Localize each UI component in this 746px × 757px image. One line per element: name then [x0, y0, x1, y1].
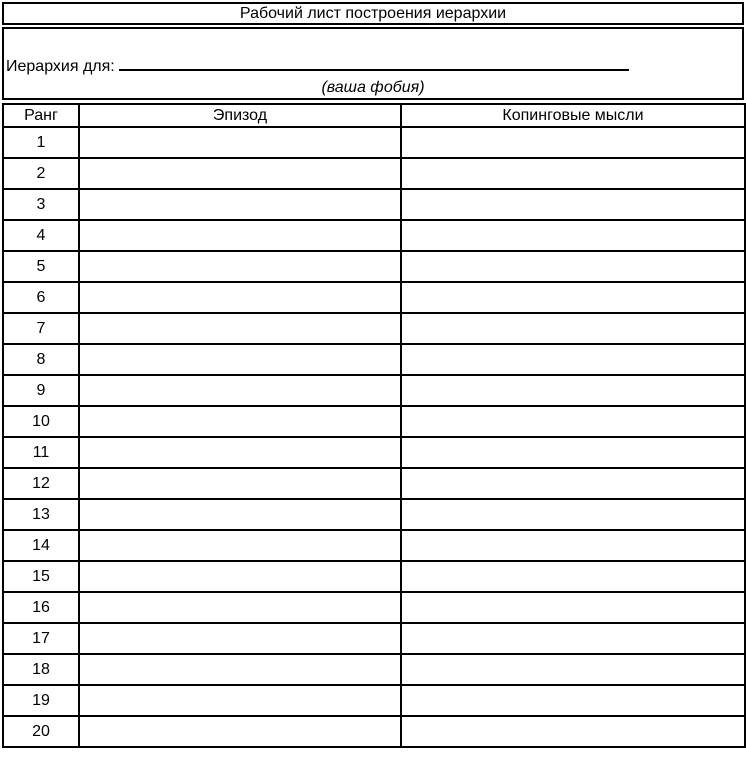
episode-cell[interactable] [79, 592, 401, 623]
rank-cell: 3 [3, 189, 79, 220]
coping-cell[interactable] [401, 127, 745, 158]
table-row [3, 499, 745, 530]
coping-cell[interactable] [401, 623, 745, 654]
coping-cell[interactable] [401, 375, 745, 406]
episode-cell[interactable] [79, 623, 401, 654]
page-title: Рабочий лист построения иерархии [239, 4, 507, 22]
table-row [3, 437, 745, 468]
episode-cell[interactable] [79, 468, 401, 499]
episode-cell[interactable] [79, 313, 401, 344]
table-row [3, 685, 745, 716]
rank-cell: 4 [3, 220, 79, 251]
rank-cell: 8 [3, 344, 79, 375]
col-header-coping: Копинговые мысли [401, 104, 745, 127]
hierarchy-for-line [6, 55, 740, 76]
intro-section [2, 27, 744, 100]
coping-cell[interactable] [401, 251, 745, 282]
coping-cell[interactable] [401, 654, 745, 685]
coping-cell[interactable] [401, 592, 745, 623]
coping-cell[interactable] [401, 344, 745, 375]
rank-cell: 2 [3, 158, 79, 189]
episode-cell[interactable] [79, 127, 401, 158]
table-row [3, 592, 745, 623]
rank-cell: 16 [3, 592, 79, 623]
rank-cell: 5 [3, 251, 79, 282]
coping-cell[interactable] [401, 189, 745, 220]
coping-cell[interactable] [401, 561, 745, 592]
coping-cell[interactable] [401, 499, 745, 530]
rank-cell: 15 [3, 561, 79, 592]
episode-cell[interactable] [79, 530, 401, 561]
col-header-episode: Эпизод [79, 104, 401, 127]
episode-cell[interactable] [79, 654, 401, 685]
table-row [3, 716, 745, 747]
coping-cell[interactable] [401, 406, 745, 437]
table-row [3, 623, 745, 654]
rank-cell: 7 [3, 313, 79, 344]
worksheet-title-box [2, 2, 744, 25]
table-row [3, 189, 745, 220]
episode-cell[interactable] [79, 499, 401, 530]
episode-cell[interactable] [79, 716, 401, 747]
coping-cell[interactable] [401, 158, 745, 189]
episode-cell[interactable] [79, 437, 401, 468]
hierarchy-table [2, 103, 746, 748]
rank-cell: 20 [3, 716, 79, 747]
table-row [3, 344, 745, 375]
table-row [3, 158, 745, 189]
hierarchy-for-blank-line[interactable] [119, 55, 629, 71]
coping-cell[interactable] [401, 685, 745, 716]
coping-cell[interactable] [401, 313, 745, 344]
coping-cell[interactable] [401, 468, 745, 499]
table-row [3, 127, 745, 158]
phobia-caption: (ваша фобия) [321, 79, 425, 96]
rank-cell: 19 [3, 685, 79, 716]
table-row [3, 561, 745, 592]
episode-cell[interactable] [79, 251, 401, 282]
table-header [3, 104, 745, 127]
rank-cell: 12 [3, 468, 79, 499]
table-row [3, 406, 745, 437]
rank-cell: 9 [3, 375, 79, 406]
episode-cell[interactable] [79, 375, 401, 406]
rank-cell: 10 [3, 406, 79, 437]
rank-cell: 14 [3, 530, 79, 561]
episode-cell[interactable] [79, 406, 401, 437]
col-header-rank: Ранг [3, 104, 79, 127]
episode-cell[interactable] [79, 685, 401, 716]
rank-cell: 18 [3, 654, 79, 685]
hierarchy-for-label: Иерархия для: [6, 58, 115, 75]
episode-cell[interactable] [79, 344, 401, 375]
rank-cell: 6 [3, 282, 79, 313]
table-row [3, 654, 745, 685]
header-row [3, 104, 745, 127]
rank-cell: 11 [3, 437, 79, 468]
coping-cell[interactable] [401, 530, 745, 561]
table-row [3, 468, 745, 499]
rank-cell: 13 [3, 499, 79, 530]
coping-cell[interactable] [401, 220, 745, 251]
coping-cell[interactable] [401, 437, 745, 468]
rank-cell: 1 [3, 127, 79, 158]
rank-cell: 17 [3, 623, 79, 654]
episode-cell[interactable] [79, 158, 401, 189]
episode-cell[interactable] [79, 189, 401, 220]
table-row [3, 282, 745, 313]
table-row [3, 220, 745, 251]
episode-cell[interactable] [79, 220, 401, 251]
table-row [3, 375, 745, 406]
table-body [3, 127, 745, 747]
table-row [3, 313, 745, 344]
table-row [3, 251, 745, 282]
episode-cell[interactable] [79, 282, 401, 313]
coping-cell[interactable] [401, 716, 745, 747]
episode-cell[interactable] [79, 561, 401, 592]
table-row [3, 530, 745, 561]
coping-cell[interactable] [401, 282, 745, 313]
